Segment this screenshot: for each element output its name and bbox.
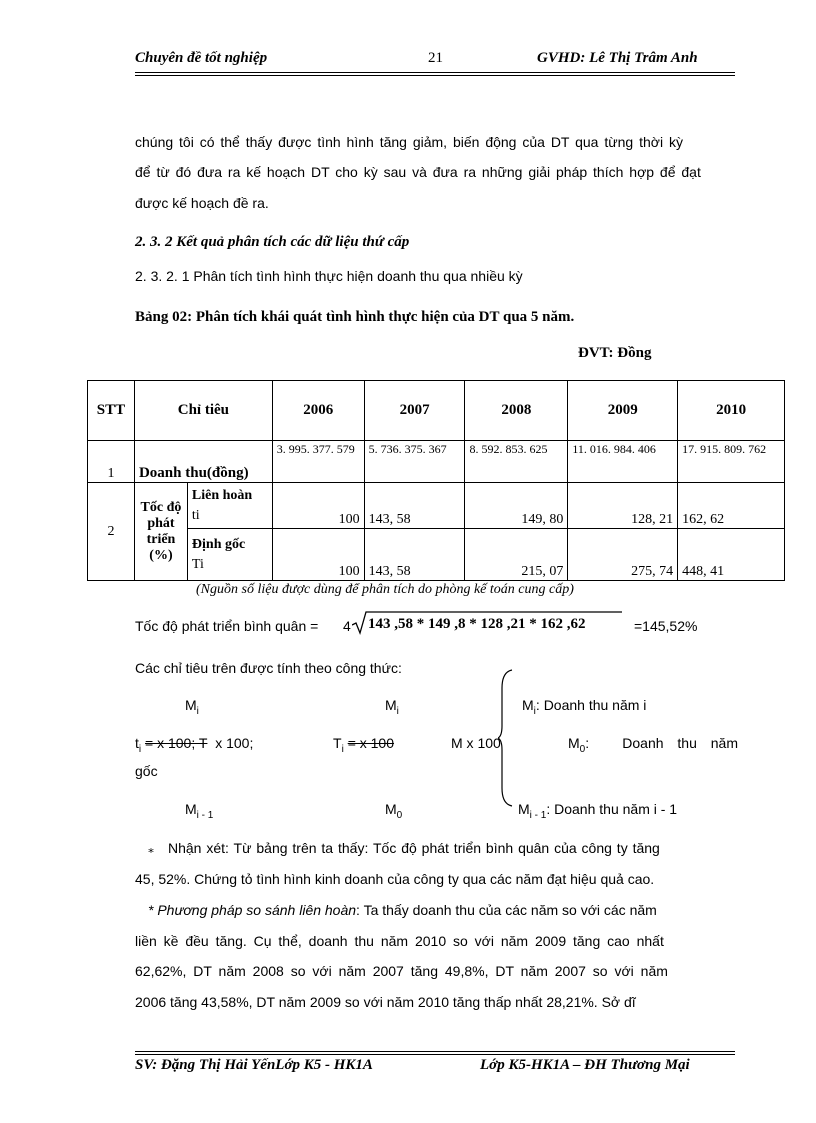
formula-intro: Các chỉ tiêu trên được tính theo công thức: <box>135 660 402 676</box>
avg-growth-root-index: 4 <box>343 618 351 634</box>
revenue-table <box>87 380 785 581</box>
page-number: 21 <box>428 50 443 66</box>
def-mi: $M_i$: Doanh thu năm i <box>522 697 647 717</box>
formula-symbol: M <box>385 697 397 713</box>
formula-subscript: i - 1 <box>196 809 214 821</box>
unit-label: ĐVT: Đồng <box>578 345 652 361</box>
base-cell: 215, 07 <box>465 529 568 581</box>
para1-line-2: 45, 52%. Chứng tỏ tình hình kinh doanh của công ty qua các năm đạt hiệu quả cao. <box>135 871 655 887</box>
footer-left: SV: Đặng Thị Hải YếnLớp K5 - HK1A <box>135 1057 373 1073</box>
def-mi-text: Doanh thu năm i <box>543 697 647 713</box>
header-year: 2008 <box>465 381 568 441</box>
header-indicator: Chỉ tiêu <box>134 381 272 441</box>
header-rule-2 <box>135 75 735 76</box>
formula-symbol: M <box>568 735 580 751</box>
section-heading: 2. 3. 2 Kết quả phân tích các dữ liệu thứ cấp <box>135 234 410 250</box>
formula-tail: x 100; <box>215 735 254 751</box>
footer-rule <box>135 1051 735 1052</box>
row-label-revenue: Doanh thu(đồng) <box>134 441 272 483</box>
def-m0: $M_0$: Doanh thu năm <box>568 735 738 755</box>
formula-symbol: M <box>385 801 397 817</box>
formula-subscript: i <box>533 705 536 717</box>
chain-cell: 149, 80 <box>465 483 568 529</box>
formula-symbol: M <box>185 697 197 713</box>
para2-line-2: liền kề đều tăng. Cụ thể, doanh thu năm 2010 so với năm 2009 tăng cao nhất <box>135 933 664 949</box>
formula-symbol: M <box>185 801 197 817</box>
def-mi1-text: Doanh thu năm i - 1 <box>554 801 678 817</box>
revenue-cell: 8. 592. 853. 625 <box>465 441 568 483</box>
formula-mi1-bottom <box>185 801 213 821</box>
para2-line-1-text: : Ta thấy doanh thu của các năm so với các năm <box>356 902 657 918</box>
revenue-cell: 11. 016. 984. 406 <box>568 441 678 483</box>
chain-cell: 128, 21 <box>568 483 678 529</box>
base-label <box>187 529 272 581</box>
header-year: 2006 <box>272 381 364 441</box>
growth-group-label: Tốc độ phát triển (%) <box>134 483 187 581</box>
avg-growth-label: Tốc độ phát triển bình quân = <box>135 618 319 634</box>
intro-line-2: để từ đó đưa ra kế hoạch DT cho kỳ sau và đưa ra những giải pháp thích hợp để đạt <box>135 164 701 180</box>
base-label-text: Định gốc <box>191 536 246 552</box>
chain-label-text: Liên hoàn <box>191 487 253 503</box>
revenue-cell: 5. 736. 375. 367 <box>364 441 465 483</box>
formula-m-times: M x 100 <box>451 735 501 751</box>
chain-label <box>187 483 272 529</box>
formula-symbol: M <box>518 801 530 817</box>
footer-rule-2 <box>135 1054 735 1055</box>
base-cell: 448, 41 <box>678 529 785 581</box>
intro-line-3: được kế hoạch đề ra. <box>135 195 269 211</box>
formula-mi-top-2 <box>385 697 399 717</box>
header-left: Chuyên đề tốt nghiệp <box>135 50 268 66</box>
table-title: Bảng 02: Phân tích khái quát tình hình thực hiện của DT qua 5 năm. <box>135 309 575 325</box>
para2-lead: * Phương pháp so sánh liên hoàn <box>148 902 357 918</box>
bullet-icon: ⁎ <box>148 842 154 856</box>
formula-m0-bottom <box>385 801 402 821</box>
para2-line-3: 62,62%, DT năm 2008 so với năm 2007 tăng 49,8%, DT năm 2007 so với năm <box>135 963 668 979</box>
para2-line-1 <box>148 902 657 918</box>
para1-line-1: Nhận xét: Từ bảng trên ta thấy: Tốc độ phát triển bình quân của công ty tăng <box>168 840 660 856</box>
def-m0-text: Doanh thu năm <box>622 735 738 751</box>
formula-subscript: i <box>341 743 344 755</box>
chain-cell: 143, 58 <box>364 483 465 529</box>
header-year: 2010 <box>678 381 785 441</box>
formula-subscript: 0 <box>396 809 403 821</box>
formula-t-big <box>333 735 394 755</box>
intro-line-1: chúng tôi có thể thấy được tình hình tăng giảm, biến động của DT qua từng thời kỳ <box>135 134 683 150</box>
formula-fraction: = x 100 <box>347 735 395 751</box>
formula-mi-top <box>185 697 199 717</box>
formula-subscript: i <box>196 705 199 717</box>
formula-symbol: t <box>135 735 139 751</box>
def-mi1: $M_{i - 1}$: Doanh thu năm i - 1 <box>518 801 678 821</box>
header-year: 2007 <box>364 381 465 441</box>
formula-subscript: 0 <box>579 743 586 755</box>
base-cell: 100 <box>272 529 364 581</box>
source-note: (Nguồn số liệu được dùng để phân tích do phòng kế toán cung cấp) <box>196 582 574 597</box>
formula-symbol: T <box>333 735 342 751</box>
base-cell: 275, 74 <box>568 529 678 581</box>
revenue-cell: 3. 995. 377. 579 <box>272 441 364 483</box>
formula-subscript: i <box>138 743 142 755</box>
formula-fraction: = x 100; T <box>145 735 208 751</box>
row-stt: 2 <box>88 483 135 581</box>
subsection-heading: 2. 3. 2. 1 Phân tích tình hình thực hiện doanh thu qua nhiều kỳ <box>135 268 523 284</box>
chain-symbol: ti <box>191 507 200 523</box>
row-stt: 1 <box>88 441 135 483</box>
base-cell: 143, 58 <box>364 529 465 581</box>
chain-cell: 162, 62 <box>678 483 785 529</box>
formula-symbol: M <box>522 697 534 713</box>
header-rule <box>135 72 735 73</box>
para2-line-4: 2006 tăng 43,58%, DT năm 2009 so với năm 2010 tăng thấp nhất 28,21%. Sở dĩ <box>135 994 636 1010</box>
base-symbol: Ti <box>191 556 204 572</box>
header-right: GVHD: Lê Thị Trâm Anh <box>537 50 698 66</box>
def-m0-tail: gốc <box>135 763 158 779</box>
formula-subscript: i - 1 <box>529 809 547 821</box>
avg-growth-result: =145,52% <box>634 618 698 634</box>
formula-t-small <box>135 735 253 755</box>
chain-cell: 100 <box>272 483 364 529</box>
avg-growth-radicand: 143 ,58 * 149 ,8 * 128 ,21 * 162 ,62 <box>368 616 586 632</box>
revenue-cell: 17. 915. 809. 762 <box>678 441 785 483</box>
header-stt: STT <box>88 381 135 441</box>
brace-icon <box>498 668 518 813</box>
formula-subscript: i <box>396 705 399 717</box>
header-year: 2009 <box>568 381 678 441</box>
footer-right: Lớp K5-HK1A – ĐH Thương Mại <box>480 1057 690 1073</box>
